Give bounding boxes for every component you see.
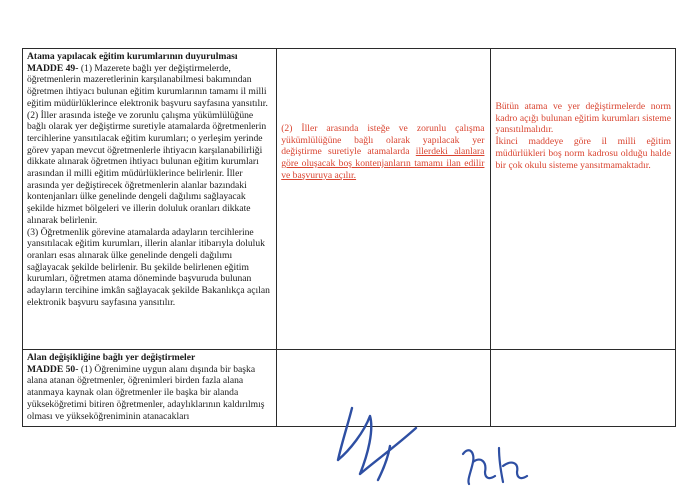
comparison-table: [22, 48, 676, 427]
current-text-cell: [23, 49, 277, 350]
underlined-change: illerdeki alanlara göre oluşacak boş kontenjanların tamamı ilan edilir ve başvuruya açılır.: [281, 146, 485, 181]
article-title: Alan değişikliğine bağlı yer değiştirmeler: [27, 352, 196, 363]
signature-1: [330, 402, 440, 486]
current-text-cell: [23, 350, 277, 427]
signature-2: [455, 436, 555, 488]
proposed-text-cell: [277, 49, 491, 350]
justification-text: Bütün atama ve yer değiştirmelerde norm kadro açığı bulunan eğitim kurumları sisteme yansıtılmalıdır. İkinci maddeye göre il milli eğitim müdürlükleri boş norm kadrosu olduğu halde bir çok okulu sisteme yansıtmamaktadır.: [495, 101, 671, 171]
table-row: [23, 49, 676, 350]
article-paragraph-3: (3) Öğretmenlik görevine atamalarda adayların tercihlerine yansıtılacak eğitim kurumları, illerin alanlar itibarıyla doluluk oranları esas alınarak ülke genelinde dengeli dağılımı sağlayacak şekilde belirlenir. Bu şekilde belirlenen eğitim kurumları, öğretmen atama döneminde başvuruda bulunan adayların tercihine imkân sağlayacak şekilde Bakanlıkça açılan elektronik başvuru sayfasına yansıtılır.: [27, 226, 270, 308]
article-number: MADDE 50-: [27, 363, 79, 375]
article-number: MADDE 49-: [27, 62, 79, 74]
justification-cell: [491, 350, 676, 427]
article-paragraph-1: MADDE 50- (1) Öğrenimine uygun alanı dışında bir başka alana atanan öğretmenler, öğrenimleri birden fazla alana atanmaya kaynak olan öğretmenler ile başka bir alanda yükseköğretimi bitiren öğretmenler, adaylıklarının kaldırılmış olması ve yükseköğreniminin atanacakları: [27, 363, 265, 422]
article-paragraph-1: MADDE 49- (1) Mazerete bağlı yer değiştirmelerde, öğretmenlerin mazeretlerinin karşılanabilmesi bakımından öğretmen ihtiyacı bulunan eğitim kurumlarının tamamı il milli eğitim müdürlüklerince elektronik başvuru sayfasına yansıtılır.: [27, 62, 268, 109]
justification-cell: [491, 49, 676, 350]
article-paragraph-2: (2) İller arasında isteğe ve zorunlu çalışma yükümlülüğüne bağlı olarak yer değiştirme suretiyle atamalarda öğretmenlerin tercihlerine yansıtılacak eğitim kurumları; o yerleşim yerinde görev yapan mevcut öğretmenlerle ihtiyacın karşılanabilirliği dikkate alınarak öğretmen ihtiyacı bulunan eğitim kurumları arasından il milli eğitim müdürlüklerince belirlenir. İller arasında yer değiştirecek öğretmenlerin alanlar bazındaki kontenjanları ülke genelinde dengeli dağılımı sağlayacak şekilde hizmet bölgeleri ve illerin doluluk oranları dikkate alınarak belirlenir.: [27, 109, 267, 226]
article-title: Atama yapılacak eğitim kurumlarının duyurulması: [27, 51, 238, 62]
proposed-paragraph: (2) İller arasında isteğe ve zorunlu çalışma yükümlülüğüne bağlı olarak yapılacak yer değiştirme suretiyle atamalarda illerdeki alanlara göre oluşacak boş kontenjanların tamamı ilan edilir ve başvuruya açılır.: [281, 123, 485, 181]
